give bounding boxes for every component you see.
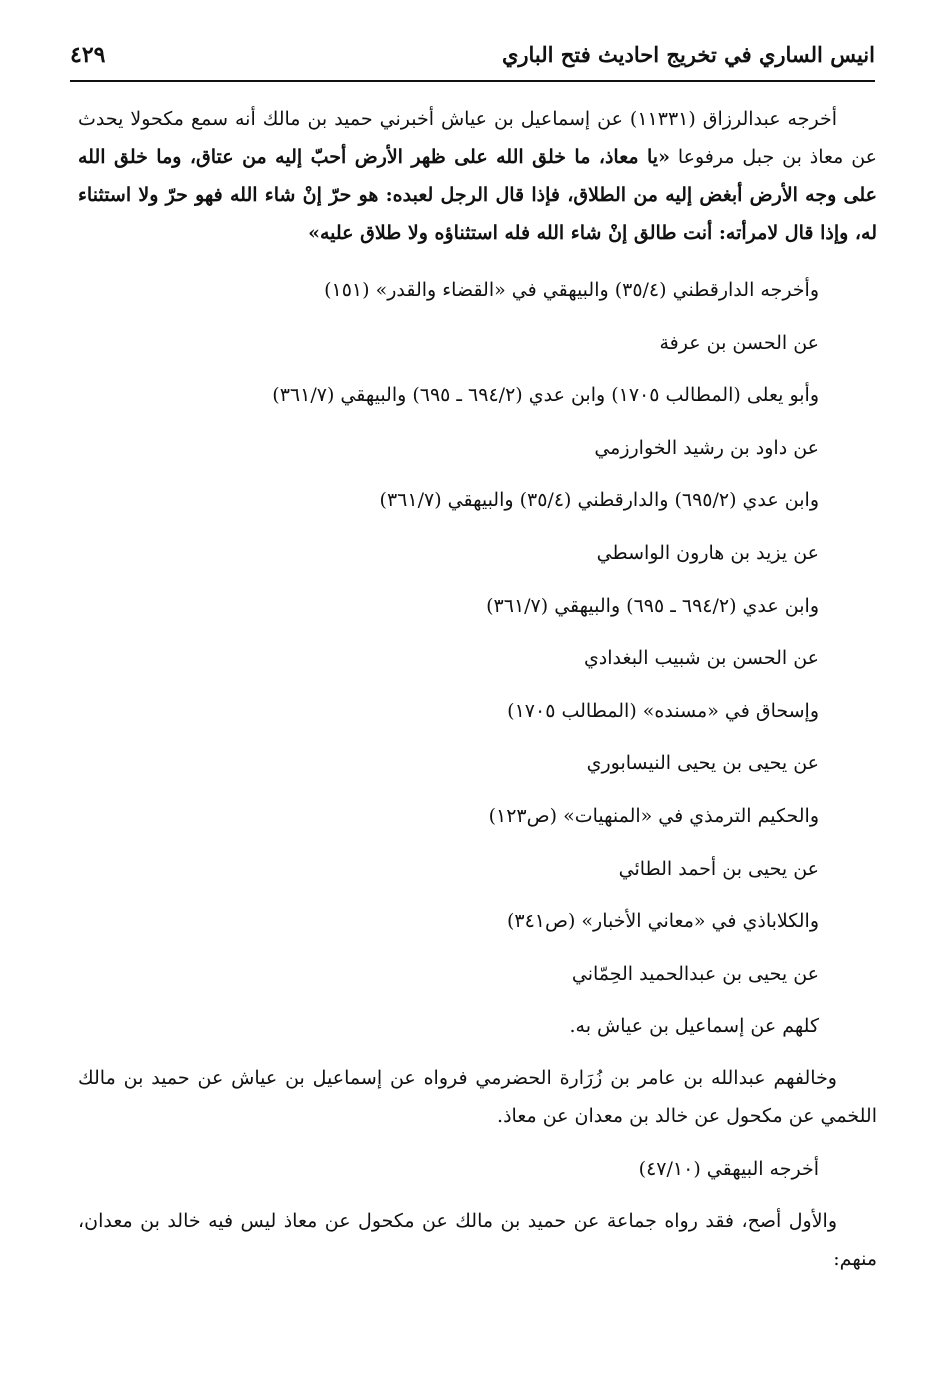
takhrij-line: والحكيم الترمذي في «المنهيات» (ص١٢٣) (488, 804, 819, 827)
page-number: ٤٢٩ (70, 42, 106, 68)
hadith-text: «يا معاذ، ما خلق الله على ظهر الأرض أحبّ إليه من عتاق، وما خلق الله على وجه الأرض أبغض إليه من الطلاق، فإذا قال الرجل لعبده: هو حرّ إنْ شاء الله فهو حرّ ولا استثناء له، وإذا قال لامرأته: أنت طالق إنْ شاء الله فله استثناؤه ولا طلاق عليه» (78, 146, 877, 244)
takhrij-line: وأبو يعلى (المطالب ١٧٠٥) وابن عدي (٦٩٤/٢ ـ ٦٩٥) والبيهقي (٣٦١/٧) (272, 384, 819, 407)
narrator-line: عن يحيى بن يحيى النيسابوري (586, 752, 819, 775)
takhrij-line: أخرجه البيهقي (٤٧/١٠) (638, 1157, 819, 1180)
header-rule (70, 80, 875, 82)
narrator-line: عن الحسن بن شبيب البغدادي (583, 647, 819, 670)
narrator-line: عن يحيى بن أحمد الطائي (618, 857, 819, 880)
takhrij-line: وابن عدي (٦٩٤/٢ ـ ٦٩٥) والبيهقي (٣٦١/٧) (486, 594, 819, 617)
assessment-paragraph: والأول أصح، فقد رواه جماعة عن حميد بن مالك عن مكحول عن معاذ ليس فيه خالد بن معدان، منهم: (78, 1209, 877, 1270)
summary-line: كلهم عن إسماعيل بن عياش به. (569, 1015, 819, 1038)
intro-text: أخرجه عبدالرزاق (١١٣٣١) عن إسماعيل بن عياش أخبرني حميد بن مالك أنه سمع مكحولا يحدث عن معاذ بن جبل مرفوعا (78, 108, 878, 168)
divergence-paragraph: وخالفهم عبدالله بن عامر بن زُرَارة الحضرمي فرواه عن إسماعيل بن عياش عن حميد بن مالك اللخمي عن مكحول عن خالد بن معدان عن معاذ. (78, 1066, 877, 1127)
book-title: انيس الساري في تخريج احاديث فتح الباري (501, 42, 875, 67)
narrator-line: عن يزيد بن هارون الواسطي (596, 541, 819, 564)
takhrij-line: وابن عدي (٦٩٥/٢) والدارقطني (٣٥/٤) والبيهقي (٣٦١/٧) (379, 489, 819, 512)
narrator-line: عن الحسن بن عرفة (659, 331, 819, 354)
narrator-line: عن داود بن رشيد الخوارزمي (594, 436, 819, 459)
intro-paragraph (78, 100, 877, 252)
narrator-line: عن يحيى بن عبدالحميد الحِمّاني (571, 962, 819, 985)
takhrij-line: وأخرجه الدارقطني (٣٥/٤) والبيهقي في «القضاء والقدر» (١٥١) (324, 279, 819, 301)
takhrij-line: والكلاباذي في «معاني الأخبار» (ص٣٤١) (506, 910, 819, 933)
running-header (70, 40, 875, 80)
page-body (78, 100, 877, 1286)
takhrij-line: وإسحاق في «مسنده» (المطالب ١٧٠٥) (507, 699, 819, 722)
